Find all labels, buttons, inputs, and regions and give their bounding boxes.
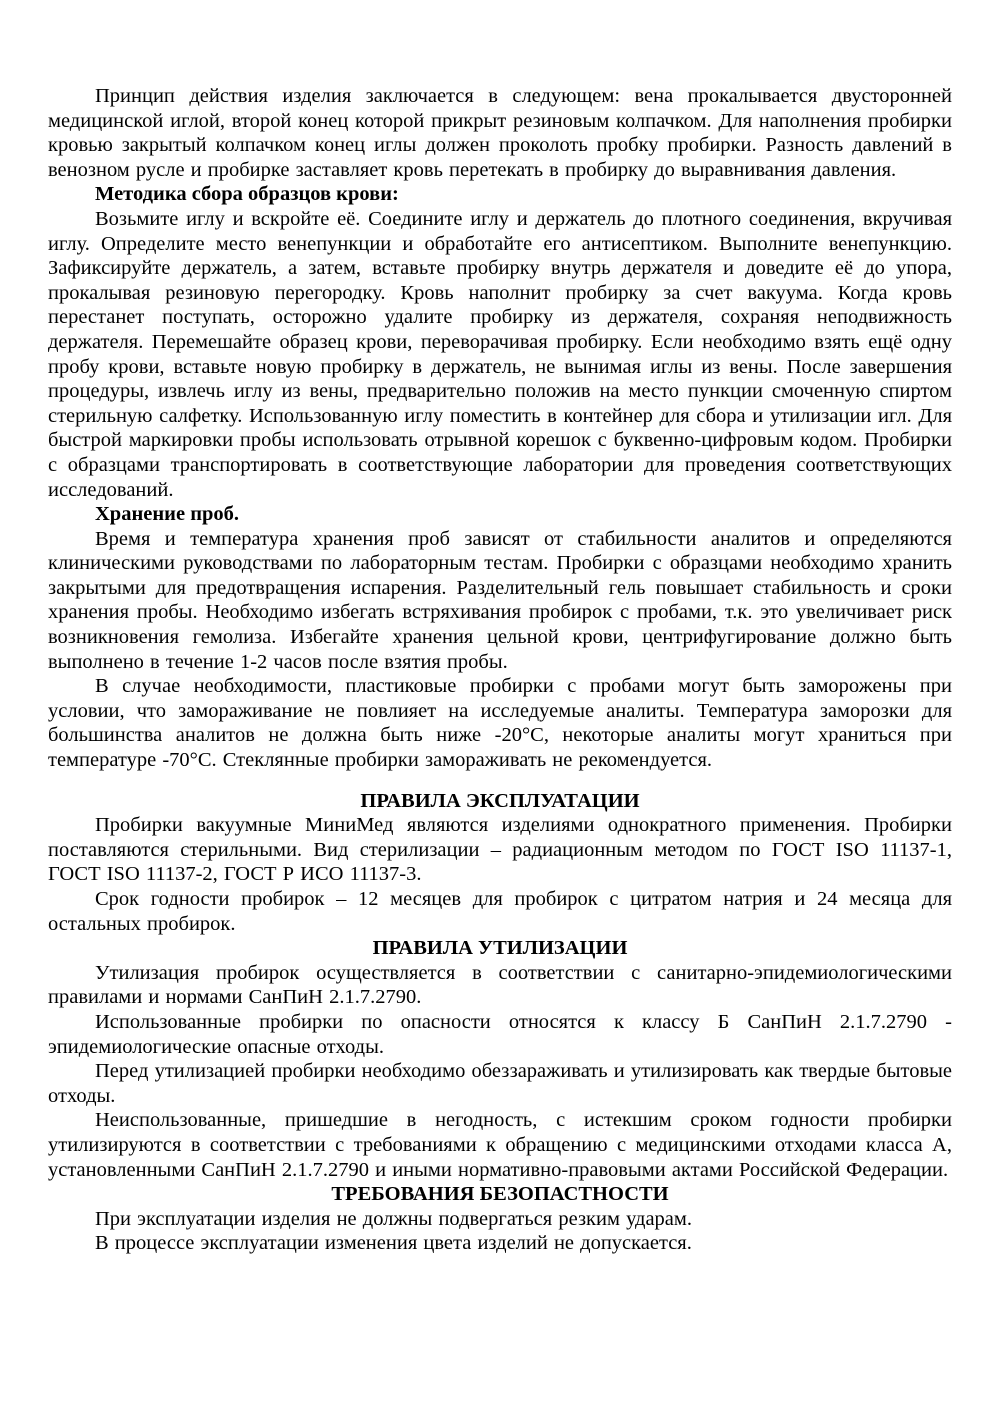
paragraph-storage-conditions: Время и температура хранения проб зависят от стабильности аналитов и определяются клиническими руководствами по лабораторным тестам. Пробирки с образцами необходимо хранить закрытыми для предотвращения испарения. Разделительный гель повышает стабильность и сроки хранения пробы. Необходимо избегать встряхивания пробирок с пробами, т.к. это увеличивает риск возникновения гемолиза. Избегайте хранения цельной крови, центрифугирование должно быть выполнено в течение 1-2 часов после взятия пробы. [48, 527, 952, 673]
paragraph-disinfection-before-disposal: Перед утилизацией пробирки необходимо обеззараживать и утилизировать как твердые бытовые отходы. [48, 1060, 952, 1107]
paragraph-used-tubes-class-b: Использованные пробирки по опасности относятся к классу Б СанПиН 2.1.7.2790 - эпидемиологические опасные отходы. [48, 1010, 952, 1058]
paragraph-freezing-conditions: В случае необходимости, пластиковые пробирки с пробами могут быть заморожены при условии, что замораживание не повлияет на исследуемые аналиты. Температура заморозки для большинства аналитов не должна быть ниже -20°С, некоторые аналиты могут храниться при температуре -70°С. Стеклянные пробирки замораживать не рекомендуется. [48, 675, 952, 772]
section-title-safety-requirements: ТРЕБОВАНИЯ БЕЗОПАСТНОСТИ [331, 1183, 669, 1206]
paragraph-single-use-sterilization: Пробирки вакуумные МиниМед являются изделиями однократного применения. Пробирки поставляются стерильными. Вид стерилизации – радиационным методом по ГОСТ ISO 11137-1, ГОСТ ISO 11137-2, ГОСТ Р ИСО 11137-3. [48, 814, 952, 886]
section-title-operation-rules: ПРАВИЛА ЭКСПЛУАТАЦИИ [360, 789, 640, 812]
paragraph-collection-procedure: Возьмите иглу и вскройте её. Соедините иглу и держатель до плотного соединения, вкручивая иглу. Определите место венепункции и обработайте его антисептиком. Выполните венепункцию. Зафиксируйте держатель, а затем, вставьте пробирку внутрь держателя и доведите её до упора, прокалывая резиновую перегородку. Кровь наполнит пробирку за счет вакуума. Когда кровь перестанет поступать, осторожно удалите пробирку из держателя, сохраняя неподвижность держателя. Перемешайте образец крови, переворачивая пробирку. Если необходимо взять ещё одну пробу крови, вставьте новую пробирку в держатель, не вынимая иглы из вены. После завершения процедуры, извлечь иглу из вены, предварительно положив на место пункции смоченную спиртом стерильную салфетку. Использованную иглу поместить в контейнер для сбора и утилизации игл. Для быстрой маркировки пробы использовать отрывной корешок с буквенно-цифровым кодом. Пробирки с образцами транспортировать в соответствующие лаборатории для проведения соответствующих исследований. [48, 207, 952, 501]
paragraph-disposal-sanpin: Утилизация пробирок осуществляется в соответствии с санитарно-эпидемиологическими правилами и нормами СанПиН 2.1.7.2790. [48, 961, 952, 1009]
heading-sample-storage: Хранение проб. [95, 503, 240, 526]
section-title-disposal-rules: ПРАВИЛА УТИЛИЗАЦИИ [372, 937, 628, 960]
heading-blood-sample-collection-method: Методика сбора образцов крови: [95, 183, 399, 206]
paragraph-no-sharp-impacts: При эксплуатации изделия не должны подвергаться резким ударам. [95, 1207, 693, 1230]
paragraph-operating-principle: Принцип действия изделия заключается в следующем: вена прокалывается двусторонней медицинской иглой, второй конец которой прикрыт резиновым колпачком. Для наполнения пробирки кровью закрытый колпачком конец иглы должен проколоть пробку пробирки. Разность давлений в венозном русле и пробирке заставляет кровь перетекать в пробирку до выравнивания давления. [48, 85, 952, 181]
paragraph-no-color-change: В процессе эксплуатации изменения цвета изделий не допускается. [95, 1232, 692, 1255]
paragraph-unused-tubes-class-a: Неиспользованные, пришедшие в негодность, с истекшим сроком годности пробирки утилизируются в соответствии с требованиями к обращению с медицинскими отходами класса А, установленными СанПиН 2.1.7.2790 и иными нормативно-правовыми актами Российской Федерации. [48, 1109, 952, 1181]
paragraph-shelf-life: Срок годности пробирок – 12 месяцев для пробирок с цитратом натрия и 24 месяца для остальных пробирок. [48, 888, 952, 935]
